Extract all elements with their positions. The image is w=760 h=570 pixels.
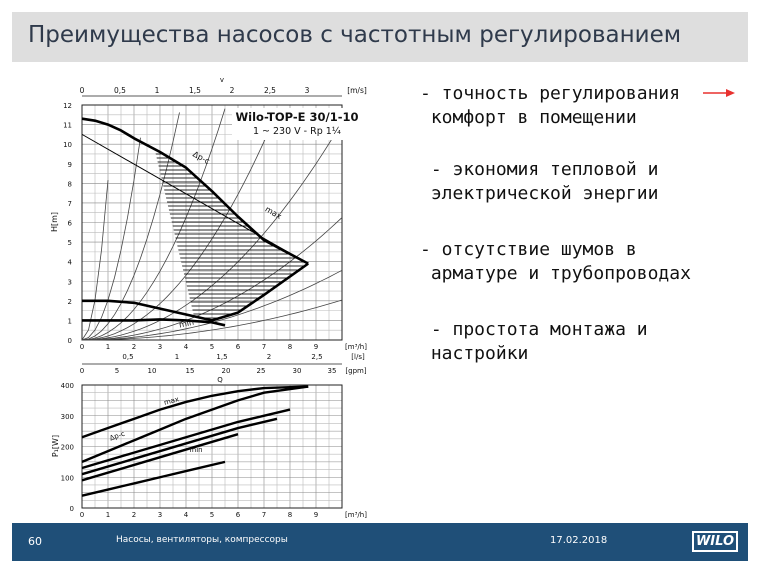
- x-tick-label: 1: [105, 343, 111, 351]
- y-tick-label: 2: [67, 297, 72, 306]
- x-tick-label: 2: [131, 343, 137, 351]
- gpm-tick-label: 10: [147, 367, 157, 375]
- annotation-max: max: [163, 395, 180, 407]
- gpm-tick-label: 5: [114, 367, 120, 375]
- y-axis-label: P₁[W]: [51, 434, 60, 458]
- y-tick-label: 10: [63, 141, 72, 150]
- annotation-dp-c: Δp-c: [191, 149, 212, 166]
- ls-tick-label: 1,5: [216, 353, 228, 361]
- annotation-dp-c: Δp-c: [108, 429, 127, 443]
- x-tick-label: 1: [105, 511, 111, 519]
- footer-caption: Насосы, вентиляторы, компрессоры: [116, 535, 288, 545]
- x-tick-label: 0: [79, 343, 85, 351]
- bullet-energy-saving: - экономия тепловой и электрической энергии: [430, 159, 659, 204]
- y-tick-label: 300: [60, 412, 74, 421]
- system-curve: [82, 138, 141, 340]
- y-tick-label: 0: [69, 505, 74, 513]
- x-tick-label: 8: [287, 511, 293, 519]
- y-axis-label: H[m]: [50, 211, 59, 233]
- gpm-tick-label: 0: [79, 367, 85, 375]
- x-axis-label: Q: [217, 376, 223, 384]
- wilo-logo: WILO: [692, 531, 738, 552]
- chart-subtitle: 1 ~ 230 V - Rp 1¼: [252, 126, 342, 137]
- y-tick-label: 1: [67, 317, 72, 326]
- x-tick-label: 3: [157, 343, 163, 351]
- x-tick-label: 4: [183, 511, 189, 519]
- bullet-easy-install: - простота монтажа и настройки: [430, 319, 648, 364]
- x-tick-label: 7: [261, 511, 267, 519]
- ls-tick-label: 2: [266, 353, 272, 361]
- bullet-regulation-accuracy: - точность регулирования комфорт в помещении: [420, 83, 681, 128]
- x-tick-label: 9: [313, 343, 319, 351]
- x-tick-label: 8: [287, 343, 293, 351]
- operating-region: [155, 150, 308, 320]
- top-axis-label: v: [219, 76, 225, 84]
- ls-tick-label: 2,5: [311, 353, 323, 361]
- y-tick-label: 100: [60, 474, 74, 483]
- ls-tick-label: 1: [174, 353, 180, 361]
- gpm-tick-label: 15: [185, 367, 195, 375]
- series-max: [82, 387, 308, 438]
- top-tick-label: [m/s]: [347, 86, 367, 95]
- gpm-tick-label: 35: [327, 367, 337, 375]
- page-number: 60: [28, 535, 42, 548]
- power-curve-chart: [51, 376, 367, 519]
- top-tick-label: 0,5: [114, 86, 126, 95]
- footer-bar: [12, 523, 748, 561]
- x-tick-label: 4: [183, 343, 189, 351]
- x-tick-label: 6: [235, 511, 241, 519]
- ls-tick-label: 0,5: [122, 353, 134, 361]
- y-tick-label: 3: [67, 278, 72, 287]
- y-tick-label: 4: [67, 258, 72, 267]
- y-tick-label: 0: [67, 337, 72, 345]
- x-tick-label: 5: [209, 343, 215, 351]
- y-tick-label: 12: [63, 102, 72, 110]
- gpm-tick-label: 30: [292, 367, 302, 375]
- gpm-tick-label: [gpm]: [345, 367, 367, 375]
- annotation-max: max: [263, 204, 284, 222]
- annotation-min: min: [178, 317, 195, 330]
- arrow-icon: [703, 89, 735, 97]
- x-tick-label: [m³/h]: [345, 343, 367, 351]
- x-tick-label: 0: [79, 511, 85, 519]
- pump-curve-chart: [50, 76, 367, 375]
- annotation-min: min: [189, 446, 203, 454]
- y-tick-label: 11: [63, 121, 72, 130]
- y-tick-label: 400: [60, 382, 74, 390]
- top-tick-label: 0: [79, 86, 85, 95]
- top-tick-label: 2,5: [264, 86, 276, 95]
- footer-date: 17.02.2018: [550, 535, 608, 546]
- y-tick-label: 200: [60, 443, 74, 452]
- x-tick-label: 7: [261, 343, 267, 351]
- top-tick-label: 2: [229, 86, 235, 95]
- gpm-tick-label: 20: [221, 367, 231, 375]
- bullet-no-noise: - отсутствие шумов в арматуре и трубопроводах: [420, 239, 691, 284]
- top-tick-label: 3: [304, 86, 310, 95]
- top-tick-label: 1,5: [189, 86, 201, 95]
- system-curve: [82, 112, 180, 340]
- y-tick-label: 5: [67, 239, 72, 248]
- x-tick-label: 5: [209, 511, 215, 519]
- y-tick-label: 7: [67, 199, 72, 208]
- x-tick-label: 2: [131, 511, 137, 519]
- x-tick-label: 9: [313, 511, 319, 519]
- ls-tick-label: [l/s]: [351, 353, 365, 361]
- x-tick-label: [m³/h]: [345, 511, 367, 519]
- y-tick-label: 9: [67, 160, 72, 169]
- top-tick-label: 1: [154, 86, 160, 95]
- y-tick-label: 6: [67, 219, 72, 228]
- x-tick-label: 6: [235, 343, 241, 351]
- x-tick-label: 3: [157, 511, 163, 519]
- slide-title: Преимущества насосов с частотным регулированием: [28, 22, 682, 48]
- gpm-tick-label: 25: [256, 367, 266, 375]
- y-tick-label: 8: [67, 180, 72, 189]
- chart-title: Wilo-TOP-E 30/1-10: [235, 110, 359, 124]
- arrow-head: [726, 89, 735, 97]
